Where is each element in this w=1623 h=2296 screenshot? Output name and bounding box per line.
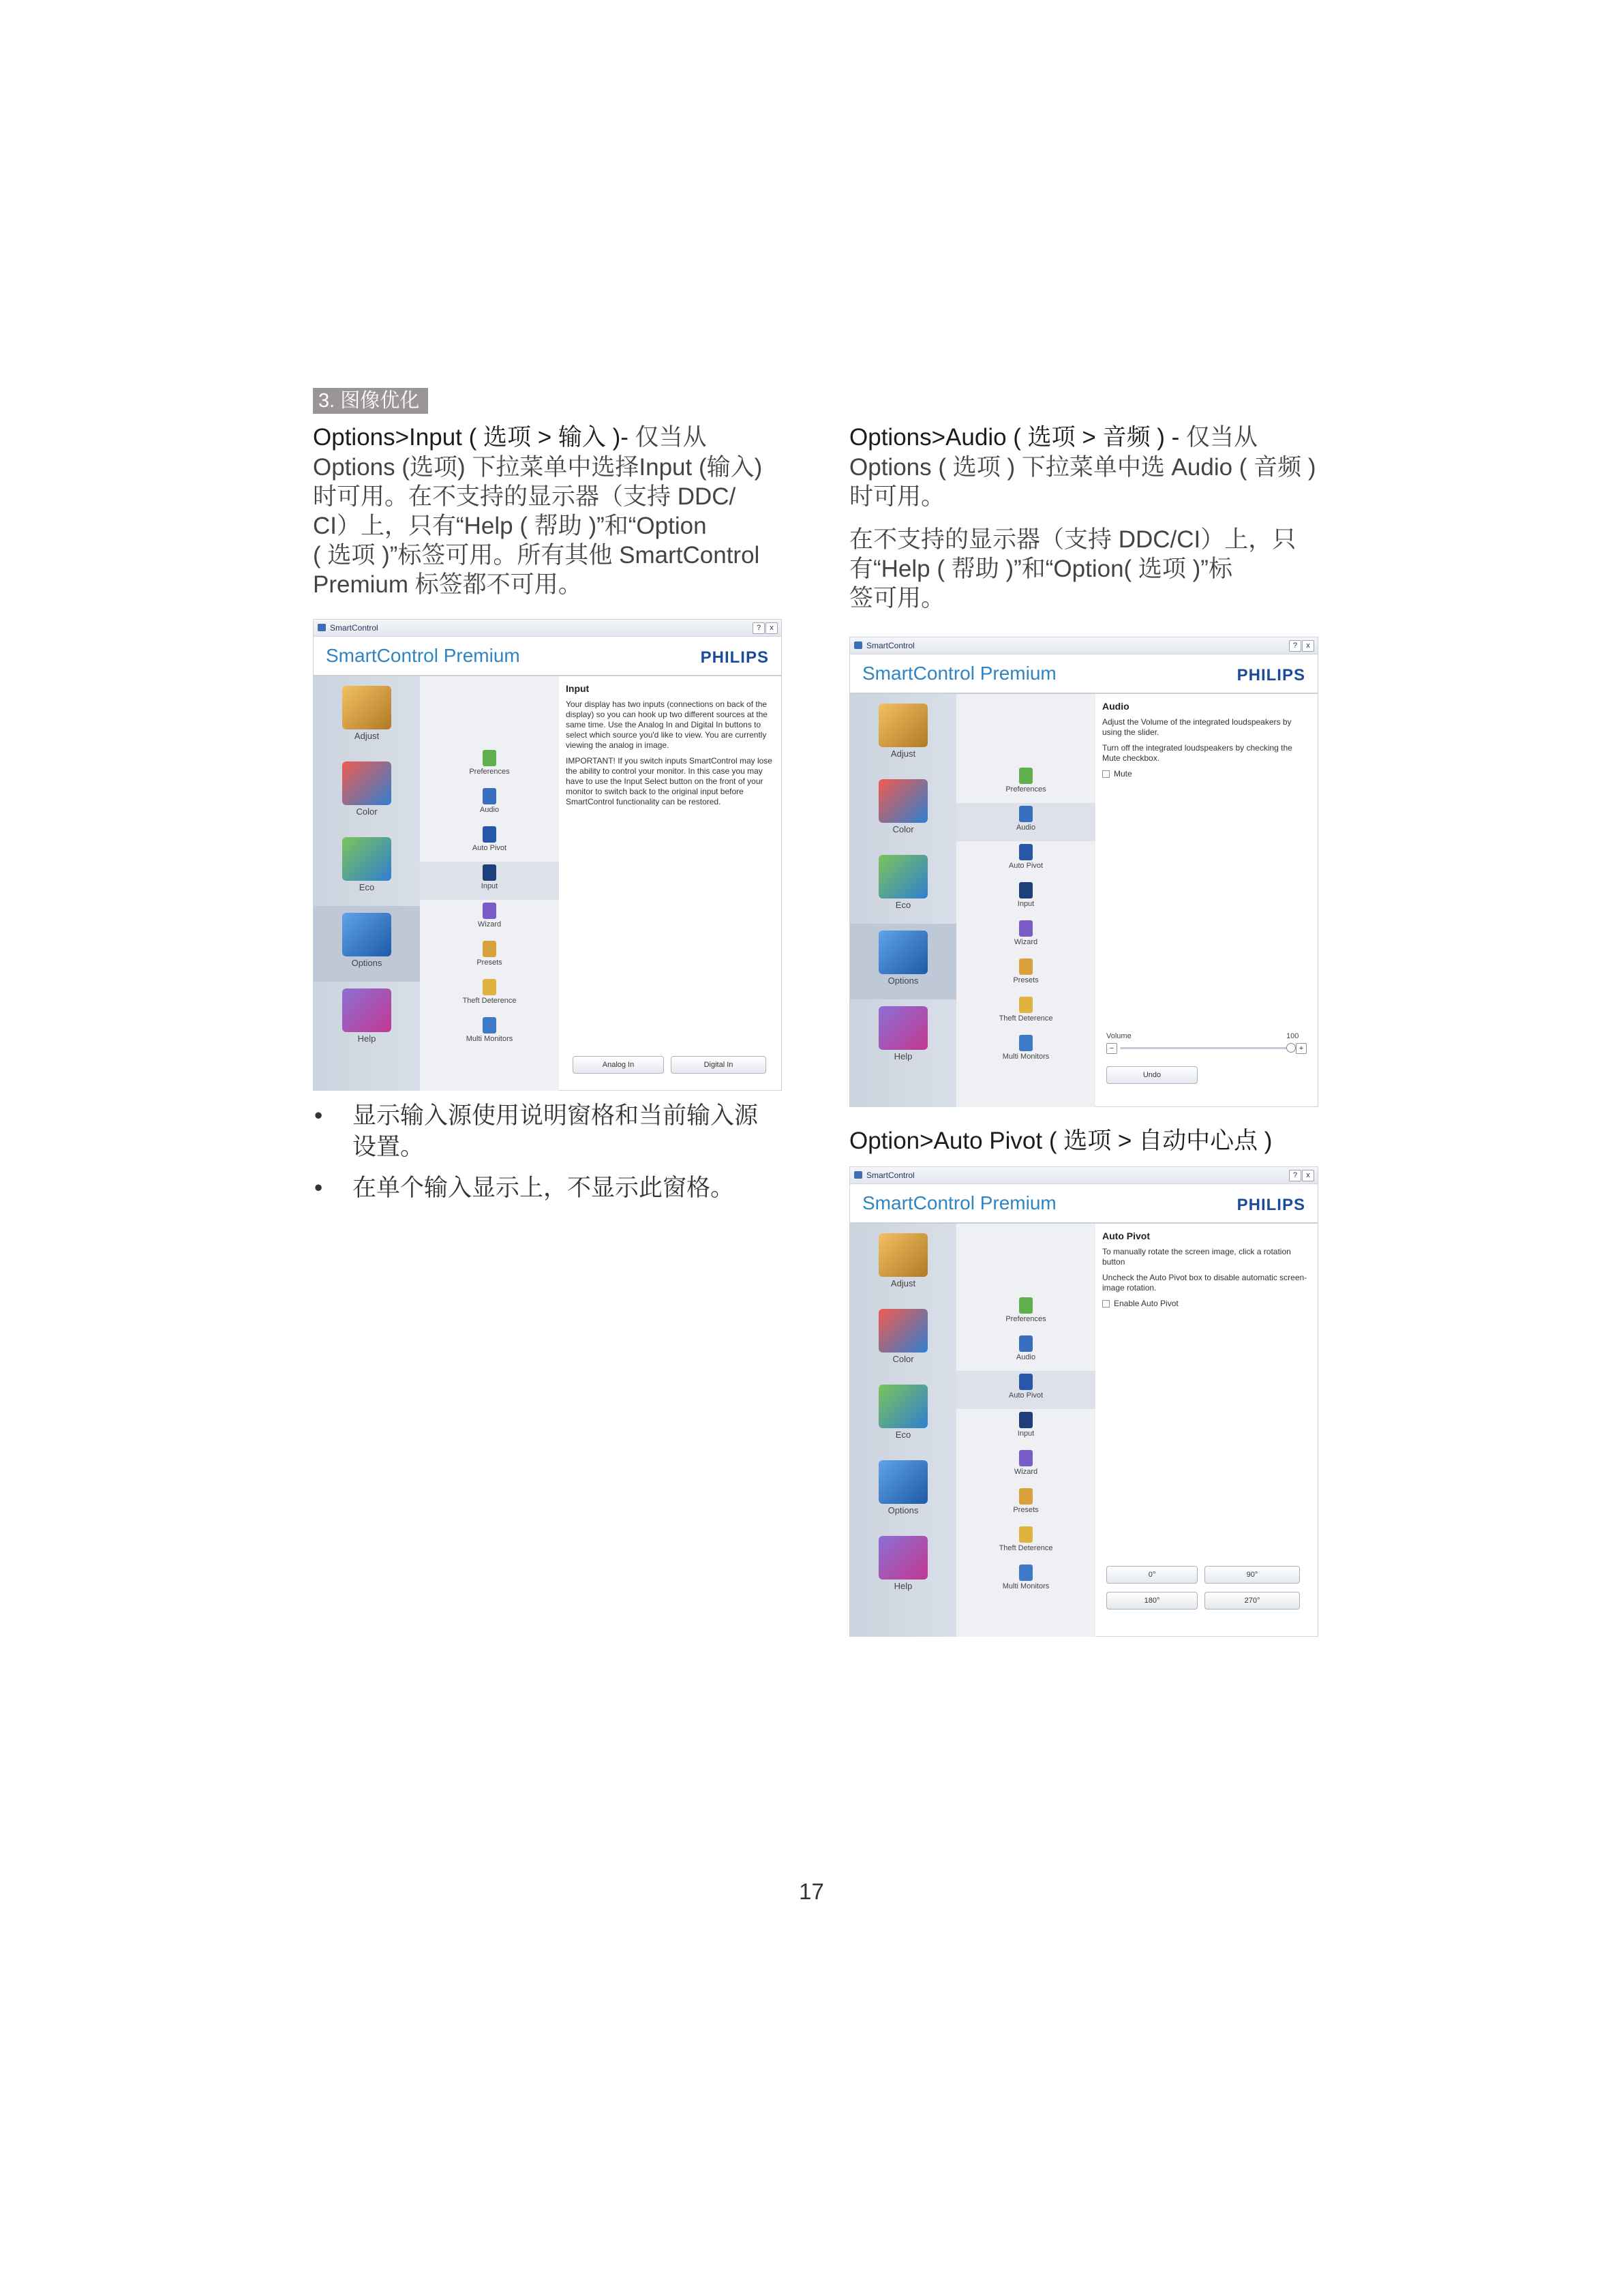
eco-icon — [342, 837, 391, 881]
input-heading-rest: 仅当从 — [628, 424, 707, 451]
philips-logo: PHILIPS — [700, 648, 769, 667]
panel-title: Input — [566, 683, 590, 694]
input-heading-main: Options>Input ( 选项 > 输入 )- — [313, 424, 628, 451]
wizard-icon — [1019, 920, 1033, 937]
titlebar — [314, 620, 781, 637]
bullet-item — [313, 1100, 776, 1163]
rotate-90-button[interactable]: 90° — [1204, 1566, 1300, 1584]
presets-icon — [1019, 1488, 1033, 1505]
sub-label: Preferences — [469, 768, 510, 776]
bullet-text: 显示输入源使用说明窗格和当前输入源 — [352, 1102, 759, 1129]
app-icon — [854, 641, 862, 649]
header — [850, 1184, 1318, 1224]
sub-label: Audio — [1016, 824, 1036, 832]
titlebar — [850, 1167, 1318, 1184]
audio-icon — [1019, 1335, 1033, 1352]
nav-options[interactable] — [850, 924, 956, 999]
audio-note-line: 在不支持的显示器（支持 DDC/CI）上，只 — [849, 526, 1296, 553]
input-icon — [1019, 882, 1033, 898]
audio-note-line: 有“Help ( 帮助 )”和“Option( 选项 )”标 — [849, 556, 1232, 582]
nav-label: Adjust — [890, 1278, 916, 1288]
sub-preferences[interactable] — [420, 747, 559, 785]
wizard-icon — [1019, 1450, 1033, 1466]
app-icon — [854, 1171, 862, 1179]
sub-preferences[interactable] — [956, 765, 1095, 803]
app-name: SmartControl — [330, 623, 378, 633]
close-button[interactable]: x — [1302, 1170, 1314, 1181]
nav-color[interactable] — [314, 755, 420, 830]
nav-color[interactable] — [850, 1302, 956, 1378]
volume-slider[interactable] — [1120, 1047, 1290, 1049]
rotate-270-button[interactable]: 270° — [1204, 1592, 1300, 1610]
nav-label: Adjust — [890, 749, 916, 759]
app-icon — [318, 624, 326, 631]
sub-label: Theft Deterence — [462, 997, 517, 1005]
pivot-heading: Option>Auto Pivot ( 选项 > 自动中心点 ) — [849, 1128, 1273, 1154]
options-icon — [879, 1460, 928, 1504]
nav-help[interactable] — [850, 999, 956, 1075]
volume-plus-button[interactable]: + — [1296, 1043, 1307, 1054]
nav-eco[interactable] — [850, 1378, 956, 1453]
sub-label: Wizard — [1014, 1468, 1038, 1476]
sub-label: Preferences — [1005, 785, 1046, 794]
sub-label: Audio — [479, 806, 500, 814]
help-icon — [879, 1536, 928, 1580]
nav-label: Options — [888, 1505, 919, 1515]
sub-multi-monitors[interactable] — [956, 1032, 1095, 1070]
left-nav — [850, 694, 956, 1107]
sub-multi-monitors[interactable] — [420, 1014, 559, 1053]
enable-auto-pivot-label: Enable Auto Pivot — [1114, 1299, 1179, 1308]
sub-audio[interactable] — [956, 803, 1095, 841]
digital-in-button[interactable]: Digital In — [671, 1056, 766, 1074]
page-number: 17 — [799, 1879, 824, 1904]
lock-icon — [483, 979, 496, 995]
body — [850, 1224, 1318, 1637]
eco-icon — [879, 1385, 928, 1428]
philips-logo: PHILIPS — [1237, 666, 1305, 684]
sub-nav — [956, 694, 1095, 1107]
preferences-icon — [1019, 1297, 1033, 1314]
audio-icon — [1019, 806, 1033, 822]
audio-line: 时可用。 — [849, 483, 945, 510]
nav-help[interactable] — [850, 1529, 956, 1605]
enable-auto-pivot-checkbox[interactable] — [1102, 1299, 1312, 1308]
presets-icon — [483, 941, 496, 957]
adjust-icon — [342, 686, 391, 729]
header — [314, 637, 781, 676]
product-title: SmartControl Premium — [326, 645, 520, 666]
auto-pivot-icon — [483, 826, 496, 843]
nav-adjust[interactable] — [850, 1226, 956, 1302]
header — [850, 654, 1318, 694]
options-icon — [879, 931, 928, 974]
sub-theft-deterence[interactable] — [420, 976, 559, 1014]
sub-label: Theft Deterence — [999, 1544, 1053, 1552]
sub-input[interactable] — [420, 862, 559, 900]
sub-label: Multi Monitors — [466, 1035, 513, 1043]
preferences-icon — [483, 750, 496, 766]
auto-pivot-icon — [1019, 844, 1033, 860]
sub-nav — [956, 1224, 1095, 1637]
volume-minus-button[interactable]: − — [1106, 1043, 1117, 1054]
product-title: SmartControl Premium — [862, 1192, 1057, 1213]
sub-label: Presets — [1013, 1506, 1039, 1514]
preferences-icon — [1019, 768, 1033, 784]
content-panel — [566, 676, 776, 1091]
nav-label: Options — [351, 958, 382, 968]
multi-monitors-icon — [1019, 1035, 1033, 1051]
sub-theft-deterence[interactable] — [956, 1524, 1095, 1562]
input-icon — [1019, 1412, 1033, 1428]
sub-label: Input — [1017, 1430, 1035, 1438]
panel-text: IMPORTANT! If you switch inputs SmartControl may lose the ability to control your monitor. In this case you may have to use the Input Select button on the front of your monitor to switch back to the original input before SmartControl functionality can be restored. — [566, 756, 772, 806]
nav-label: Color — [892, 824, 914, 834]
input-line: Options (选项) 下拉菜单中选择Input (输入) — [313, 454, 763, 481]
auto-pivot-icon — [1019, 1374, 1033, 1390]
volume-slider-thumb[interactable] — [1286, 1043, 1296, 1053]
audio-heading-main: Options>Audio ( 选项 > 音频 ) - — [849, 424, 1180, 451]
color-icon — [879, 779, 928, 823]
rotate-0-button[interactable]: 0° — [1106, 1566, 1198, 1584]
nav-adjust[interactable] — [314, 679, 420, 755]
nav-label: Help — [357, 1033, 376, 1044]
analog-in-button[interactable]: Analog In — [573, 1056, 664, 1074]
left-nav — [850, 1224, 956, 1637]
help-button[interactable]: ? — [753, 622, 765, 634]
sub-audio[interactable] — [420, 785, 559, 824]
nav-label: Color — [356, 806, 378, 817]
panel-title: Audio — [1102, 701, 1129, 712]
nav-label: Help — [894, 1581, 913, 1591]
sub-presets[interactable] — [420, 938, 559, 976]
nav-label: Options — [888, 976, 919, 986]
audio-paragraph — [849, 453, 1326, 511]
left-nav — [314, 676, 420, 1091]
input-paragraph — [313, 453, 790, 599]
sub-label: Input — [481, 882, 498, 890]
help-button[interactable]: ? — [1289, 1170, 1301, 1181]
sub-presets[interactable] — [956, 956, 1095, 994]
nav-help[interactable] — [314, 982, 420, 1057]
adjust-icon — [879, 704, 928, 747]
nav-label: Color — [892, 1354, 914, 1364]
sub-multi-monitors[interactable] — [956, 1562, 1095, 1600]
app-name: SmartControl — [866, 1170, 915, 1180]
sub-label: Auto Pivot — [1008, 862, 1044, 870]
input-icon — [483, 864, 496, 881]
lock-icon — [1019, 997, 1033, 1013]
options-icon — [342, 913, 391, 956]
help-icon — [342, 988, 391, 1032]
bullet-list — [313, 1100, 776, 1213]
sub-presets[interactable] — [956, 1485, 1095, 1524]
nav-label: Eco — [895, 1430, 911, 1440]
nav-label: Eco — [895, 900, 911, 910]
sub-auto-pivot[interactable] — [420, 824, 559, 862]
bullet-text: 设置。 — [352, 1134, 425, 1160]
multi-monitors-icon — [483, 1017, 496, 1033]
checkbox-box[interactable] — [1102, 1300, 1110, 1308]
eco-icon — [879, 855, 928, 898]
input-line: 时可用。在不支持的显示器（支持 DDC/ — [313, 483, 736, 510]
nav-adjust[interactable] — [850, 697, 956, 772]
nav-label: Help — [894, 1051, 913, 1061]
app-name: SmartControl — [866, 641, 915, 650]
sub-label: Auto Pivot — [472, 844, 507, 852]
sub-label: Auto Pivot — [1008, 1391, 1044, 1400]
nav-options[interactable] — [850, 1453, 956, 1529]
audio-heading — [849, 423, 1326, 453]
audio-heading-rest: 仅当从 — [1179, 424, 1258, 451]
sub-auto-pivot[interactable] — [956, 841, 1095, 879]
sub-wizard[interactable] — [956, 1447, 1095, 1485]
mute-checkbox[interactable] — [1102, 769, 1312, 779]
audio-note — [849, 525, 1326, 613]
sub-label: Input — [1017, 900, 1035, 908]
panel-text: Turn off the integrated loudspeakers by checking the Mute checkbox. — [1102, 743, 1292, 763]
input-line: Premium 标签都不可用。 — [313, 571, 582, 598]
panel-title: Auto Pivot — [1102, 1230, 1150, 1241]
sub-label: Presets — [476, 958, 502, 967]
sub-input[interactable] — [956, 1409, 1095, 1447]
rotate-180-button[interactable]: 180° — [1106, 1592, 1198, 1610]
multi-monitors-icon — [1019, 1565, 1033, 1581]
body — [850, 694, 1318, 1107]
smartcontrol-window-auto-pivot — [849, 1166, 1318, 1637]
sub-label: Audio — [1016, 1353, 1036, 1361]
sub-auto-pivot[interactable] — [956, 1371, 1095, 1409]
sub-wizard[interactable] — [420, 900, 559, 938]
volume-label: Volume — [1106, 1032, 1132, 1040]
sub-input[interactable] — [956, 879, 1095, 918]
panel-text: To manually rotate the screen image, click a rotation button — [1102, 1247, 1291, 1267]
mute-label: Mute — [1114, 769, 1132, 779]
presets-icon — [1019, 958, 1033, 975]
sub-preferences[interactable] — [956, 1295, 1095, 1333]
sub-label: Wizard — [477, 920, 502, 928]
input-heading — [313, 423, 790, 453]
color-icon — [879, 1309, 928, 1353]
audio-note-line: 签可用。 — [849, 585, 945, 611]
help-button[interactable]: ? — [1289, 640, 1301, 652]
content-panel — [1102, 694, 1312, 1107]
help-icon — [879, 1006, 928, 1050]
bullet-text: 在单个输入显示上，不显示此窗格。 — [352, 1175, 735, 1201]
bullet-item — [313, 1173, 776, 1204]
sub-wizard[interactable] — [956, 918, 1095, 956]
input-line: CI）上，只有“Help ( 帮助 )”和“Option — [313, 513, 707, 539]
nav-color[interactable] — [850, 772, 956, 848]
smartcontrol-window-audio — [849, 637, 1318, 1107]
wizard-icon — [483, 903, 496, 919]
sub-label: Preferences — [1005, 1315, 1046, 1323]
titlebar — [850, 637, 1318, 654]
adjust-icon — [879, 1233, 928, 1277]
nav-eco[interactable] — [850, 848, 956, 924]
nav-label: Adjust — [354, 731, 380, 741]
lock-icon — [1019, 1526, 1033, 1543]
undo-button[interactable]: Undo — [1106, 1066, 1198, 1084]
audio-line: Options ( 选项 ) 下拉菜单中选 Audio ( 音频 ) — [849, 454, 1316, 481]
smartcontrol-window-input — [313, 619, 782, 1091]
sub-label: Multi Monitors — [1002, 1582, 1050, 1590]
product-title: SmartControl Premium — [862, 663, 1057, 684]
audio-icon — [483, 788, 496, 804]
close-button[interactable]: x — [1302, 640, 1314, 652]
volume-value: 100 — [1286, 1032, 1299, 1040]
sub-label: Presets — [1013, 976, 1039, 984]
nav-eco[interactable] — [314, 830, 420, 906]
body — [314, 676, 781, 1091]
panel-text: Adjust the Volume of the integrated loudspeakers by using the slider. — [1102, 717, 1292, 737]
checkbox-box[interactable] — [1102, 770, 1110, 778]
sub-theft-deterence[interactable] — [956, 994, 1095, 1032]
panel-text: Your display has two inputs (connections on back of the display) so you can hook up two different sources at the same time. Use the Analog In and Digital In buttons to select which source you'd like to view. You are currently viewing the analog in image. — [566, 699, 768, 750]
panel-text: Uncheck the Auto Pivot box to disable automatic screen-image rotation. — [1102, 1273, 1307, 1293]
input-line: ( 选项 )”标签可用。所有其他 SmartControl — [313, 542, 760, 569]
sub-label: Wizard — [1014, 938, 1038, 946]
close-button[interactable]: x — [765, 622, 778, 634]
section-tag: 3. 图像优化 — [313, 388, 428, 414]
philips-logo: PHILIPS — [1237, 1196, 1305, 1214]
sub-nav — [420, 676, 559, 1091]
sub-label: Multi Monitors — [1002, 1053, 1050, 1061]
sub-label: Theft Deterence — [999, 1014, 1053, 1023]
sub-audio[interactable] — [956, 1333, 1095, 1371]
nav-label: Eco — [359, 882, 375, 892]
color-icon — [342, 761, 391, 805]
nav-options[interactable] — [314, 906, 420, 982]
